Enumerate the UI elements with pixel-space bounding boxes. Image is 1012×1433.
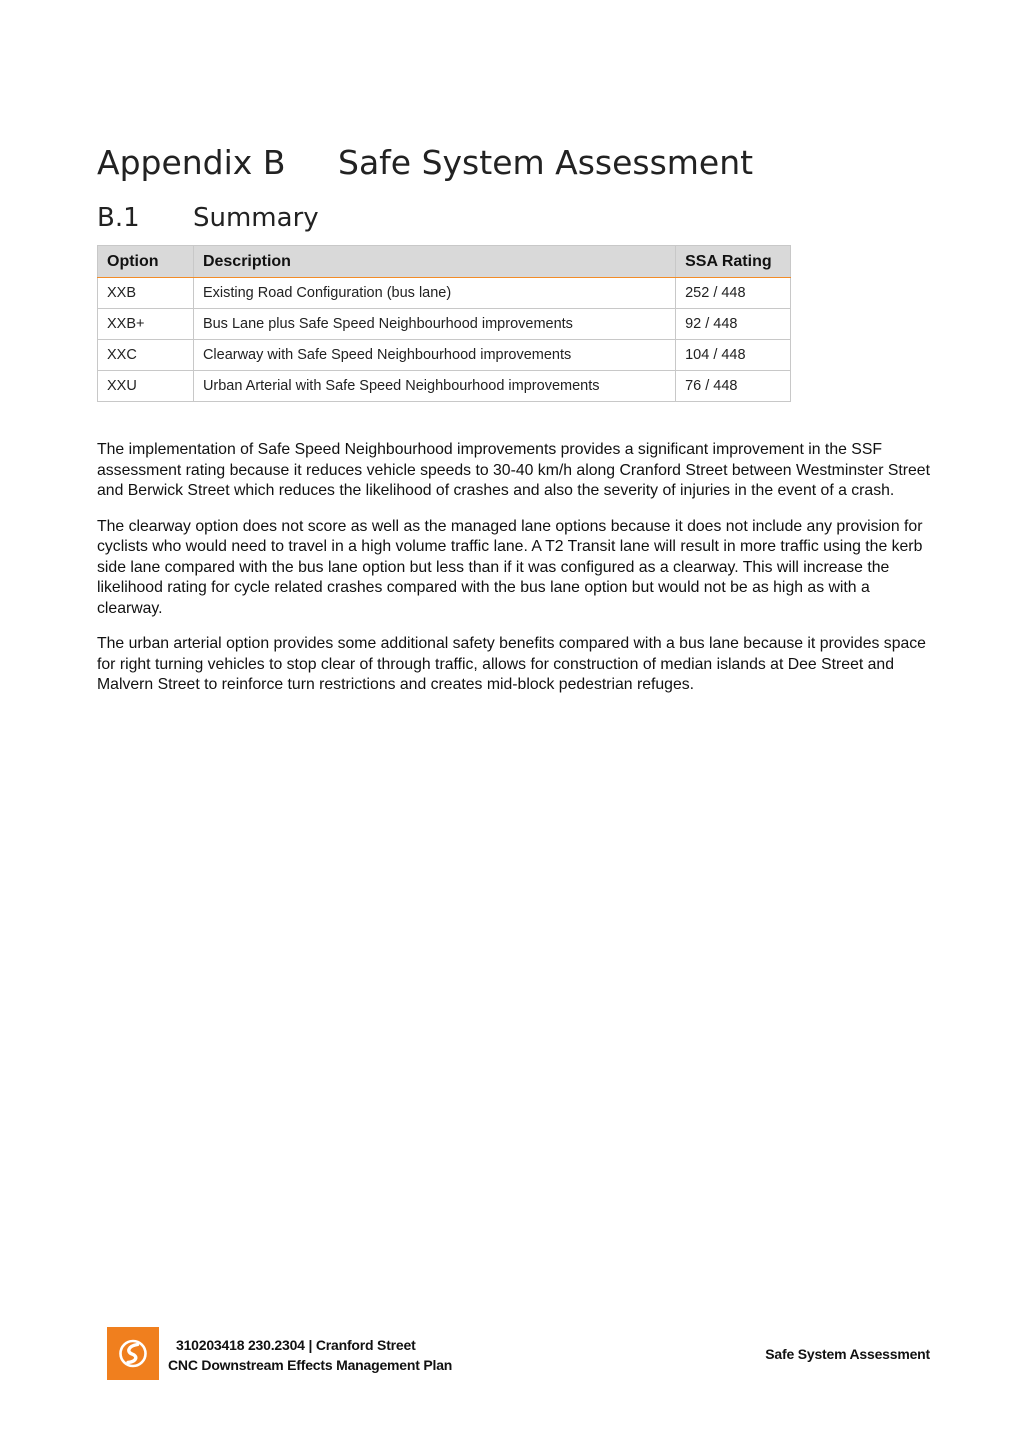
cell-description: Bus Lane plus Safe Speed Neighbourhood improvements: [193, 309, 675, 340]
cell-rating: 104 / 448: [676, 340, 791, 371]
footer-section-name: Safe System Assessment: [765, 1346, 930, 1362]
paragraph-urban-arterial: The urban arterial option provides some additional safety benefits compared with a bus lane because it provides space for right turning vehicles to stop clear of through traffic, allows for construction of median islands at Dee Street and Malvern Street to reinforce turn restrictions and creates mid-block pedestrian refuges.: [97, 635, 926, 693]
section-title: Summary: [193, 203, 319, 233]
cell-rating: 92 / 448: [676, 309, 791, 340]
appendix-title: Safe System Assessment: [338, 143, 754, 182]
table-row: [98, 340, 791, 371]
cell-description: Urban Arterial with Safe Speed Neighbourhood improvements: [193, 371, 675, 402]
paragraph-clearway: The clearway option does not score as well as the managed lane options because it does not include any provision for cyclists who would need to travel in a high volume traffic lane. A T2 Transit lane will result in more traffic using the kerb side lane compared with the bus lane option but less than if it was configured as a clearway. This will increase the likelihood rating for cycle related crashes compared with the bus lane option but would not be as high as with a clearway.: [97, 517, 923, 617]
table-row: [98, 309, 791, 340]
cell-rating: 76 / 448: [676, 371, 791, 402]
cell-description: Existing Road Configuration (bus lane): [193, 278, 675, 309]
paragraph-safe-speed: The implementation of Safe Speed Neighbourhood improvements provides a significant improvement in the SSF assessment rating because it reduces vehicle speeds to 30-40 km/h along Cranford Street between Westminster Street and Berwick Street which reduces the likelihood of crashes and also the severity of injuries in the event of a crash.: [97, 441, 930, 499]
cell-option: XXC: [98, 340, 194, 371]
cell-description: Clearway with Safe Speed Neighbourhood improvements: [193, 340, 675, 371]
section-heading: [97, 203, 319, 233]
appendix-number: Appendix B: [97, 143, 286, 182]
cell-option: XXU: [98, 371, 194, 402]
table-row: [98, 371, 791, 402]
cell-option: XXB+: [98, 309, 194, 340]
cell-rating: 252 / 448: [676, 278, 791, 309]
table-header-row: [98, 246, 791, 278]
header-description: Description: [193, 246, 675, 278]
body-text: [97, 440, 937, 711]
footer-project-info: [168, 1335, 452, 1375]
appendix-heading: [97, 143, 753, 182]
summary-table: [97, 245, 791, 402]
footer-project-name: CNC Downstream Effects Management Plan: [168, 1357, 453, 1373]
header-ssa-rating: SSA Rating: [676, 246, 791, 278]
section-number: B.1: [97, 203, 140, 233]
table-row: [98, 278, 791, 309]
stantec-logo-icon: [107, 1327, 159, 1380]
footer-project-number: 310203418 230.2304 | Cranford Street: [176, 1337, 416, 1353]
cell-option: XXB: [98, 278, 194, 309]
header-option: Option: [98, 246, 194, 278]
